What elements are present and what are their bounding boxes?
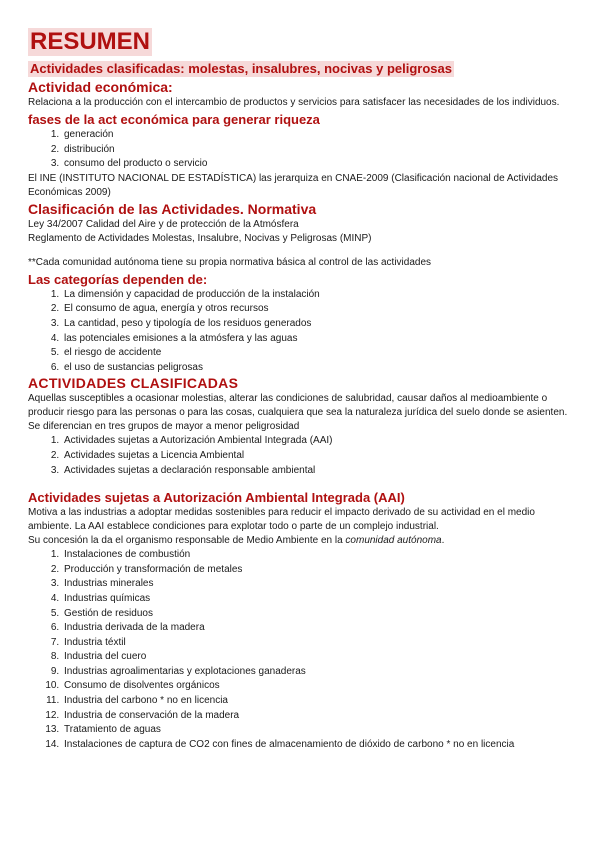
section-banner: Actividades clasificadas: molestas, insalubres, nocivas y peligrosas [30, 61, 452, 76]
paragraph-reglamento: Reglamento de Actividades Molestas, Insalubre, Nocivas y Peligrosas (MINP) [28, 232, 372, 244]
list-item: 7. Industria téxtil [62, 636, 572, 651]
list-item: 3. Actividades sujetas a declaración responsable ambiental [62, 464, 572, 479]
heading-clasificacion: Clasificación de las Actividades. Normativa [28, 200, 317, 217]
list-item: 4. Industrias químicas [62, 592, 572, 607]
list-item: 3. consumo del producto o servicio [62, 157, 572, 172]
heading-fases: fases de la act económica para generar riqueza [28, 112, 320, 127]
list-item: 2. Producción y transformación de metales [62, 563, 572, 578]
paragraph-ine: El INE (INSTITUTO NACIONAL DE ESTADÍSTICA) las jerarquiza en CNAE-2009 (Clasificación nacional de Actividades Económicas 2009) [28, 172, 558, 198]
list-item: 3. Industrias minerales [62, 577, 572, 592]
list-item: 3. La cantidad, peso y tipología de los residuos generados [62, 317, 572, 332]
list-item: 2. Actividades sujetas a Licencia Ambiental [62, 449, 572, 464]
list-item: 1. generación [62, 128, 572, 143]
list-item: 14. Instalaciones de captura de CO2 con fines de almacenamiento de dióxido de carbono * no en licencia [62, 738, 572, 753]
list-item: 1. Actividades sujetas a Autorización Ambiental Integrada (AAI) [62, 434, 572, 449]
list-item: 13. Tratamiento de aguas [62, 723, 572, 738]
list-industrias [28, 548, 572, 752]
concesion-emphasis: comunidad autónoma [345, 535, 442, 547]
list-fases [28, 128, 572, 172]
list-item: 9. Industrias agroalimentarias y explotaciones ganaderas [62, 665, 572, 680]
heading-aai: Actividades sujetas a Autorización Ambiental Integrada (AAI) [28, 490, 405, 506]
paragraph-diferencian: Se diferencian en tres grupos de mayor a menor peligrosidad [28, 421, 300, 433]
list-item: 6. Industria derivada de la madera [62, 621, 572, 636]
paragraph-concesion [28, 534, 572, 548]
list-item: 12. Industria de conservación de la madera [62, 709, 572, 724]
concesion-text: Su concesión la da el organismo responsable de Medio Ambiente en la [28, 535, 346, 547]
list-item: 10. Consumo de disolventes orgánicos [62, 679, 572, 694]
paragraph-nota: **Cada comunidad autónoma tiene su propia normativa básica al control de las actividades [28, 256, 432, 268]
heading-actividad-economica: Actividad económica: [28, 79, 173, 95]
page-title: RESUMEN [30, 28, 151, 55]
list-item: 4. las potenciales emisiones a la atmósfera y las aguas [62, 332, 572, 347]
list-item: 11. Industria del carbono * no en licencia [62, 694, 572, 709]
list-item: 6. el uso de sustancias peligrosas [62, 361, 572, 376]
list-item: 2. El consumo de agua, energía y otros recursos [62, 302, 572, 317]
list-item: 5. Gestión de residuos [62, 607, 572, 622]
paragraph-aquellas: Aquellas susceptibles a ocasionar molestias, alterar las condiciones de salubridad, causar daños al medioambiente o producir riesgo para las personas o para las cosas, cualquiera que sea la naturaleza jurídica del suelo donde se asienten. [28, 393, 568, 419]
heading-categorias: Las categorías dependen de: [28, 271, 208, 287]
paragraph-actividad: Relaciona a la producción con el intercambio de productos y servicios para satisfacer las necesidades de los individuos. [28, 97, 560, 108]
paragraph-motiva: Motiva a las industrias a adoptar medidas sostenibles para reducir el impacto derivado de su actividad en el medio ambiente. La AAI establece condiciones para explotar todo o parte de un complejo industrial. [28, 507, 535, 533]
heading-actividades-clasificadas: ACTIVIDADES CLASIFICADAS [28, 375, 239, 392]
list-grupos [28, 434, 572, 478]
list-item: 1. Instalaciones de combustión [62, 548, 572, 563]
concesion-end: . [441, 535, 445, 547]
list-item: 8. Industria del cuero [62, 650, 572, 665]
list-item: 5. el riesgo de accidente [62, 346, 572, 361]
list-item: 2. distribución [62, 143, 572, 158]
paragraph-ley: Ley 34/2007 Calidad del Aire y de protección de la Atmósfera [28, 218, 299, 230]
list-categorias [28, 288, 572, 376]
list-item: 1. La dimensión y capacidad de producción de la instalación [62, 288, 572, 303]
